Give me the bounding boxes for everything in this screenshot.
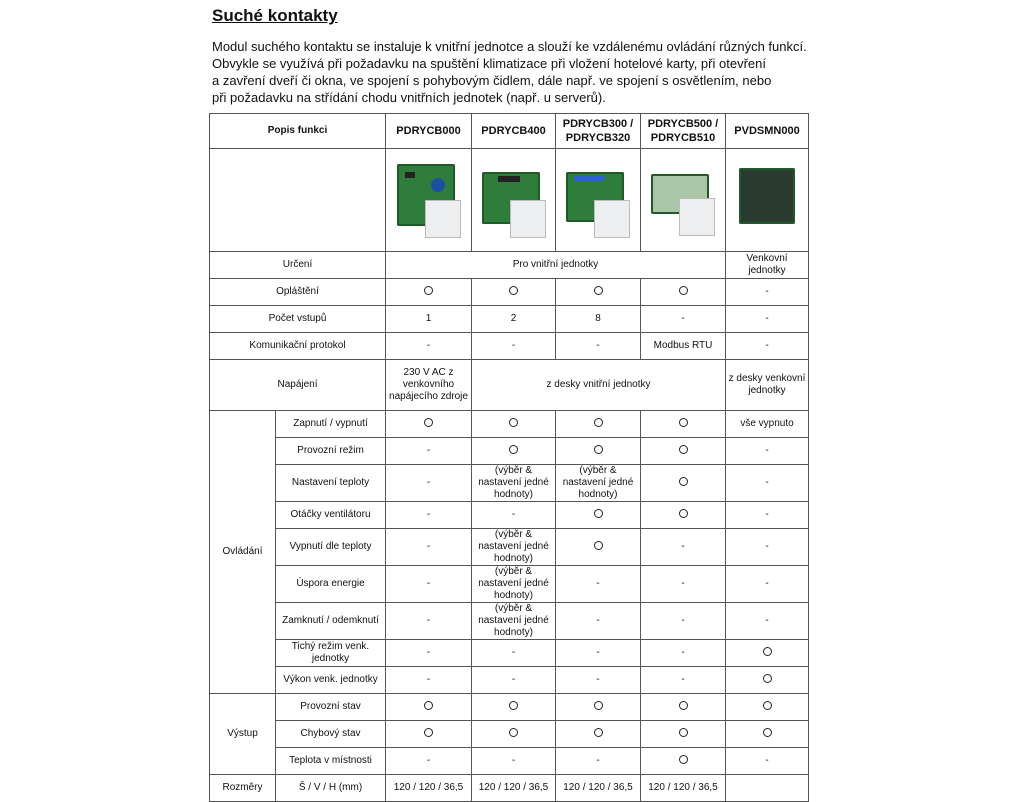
cell: - [472,502,556,529]
table-row [210,333,809,360]
circle-mark-icon [763,728,772,737]
cell: - [386,640,472,667]
cell: - [726,438,809,465]
cell: Pro vnitřní jednotky [386,252,726,279]
circle-mark-icon [424,701,433,710]
table-row [210,360,809,411]
circle-mark-icon [679,728,688,737]
cell [726,640,809,667]
cell: - [472,667,556,694]
cell: - [641,306,726,333]
cell: (výběr & nastavení jedné hodnoty) [472,566,556,603]
row-label: Určení [210,252,386,279]
circle-mark-icon [679,477,688,486]
row-label: Zamknutí / odemknutí [276,603,386,640]
cell: (výběr & nastavení jedné hodnoty) [472,529,556,566]
circle-mark-icon [594,728,603,737]
cell: - [641,529,726,566]
table-row [210,411,809,438]
circle-mark-icon [763,701,772,710]
cell [556,279,641,306]
comparison-table [209,113,809,802]
row-label: Teplota v místnosti [276,748,386,775]
model-header: PDRYCB500 / PDRYCB510 [641,114,726,149]
cell: (výběr & nastavení jedné hodnoty) [556,465,641,502]
row-label: Nastavení teploty [276,465,386,502]
cell [641,748,726,775]
cell: - [556,333,641,360]
circle-mark-icon [679,701,688,710]
cell [726,721,809,748]
row-label: Provozní režim [276,438,386,465]
intro-paragraph [212,38,807,106]
cell: (výběr & nastavení jedné hodnoty) [472,603,556,640]
product-image [647,160,719,240]
row-label: Š / V / H (mm) [276,775,386,802]
table-row [210,252,809,279]
cell: - [726,566,809,603]
circle-mark-icon [424,418,433,427]
cell [556,529,641,566]
cell: Modbus RTU [641,333,726,360]
cell: - [386,465,472,502]
cell: - [386,529,472,566]
cell [472,694,556,721]
cell [641,502,726,529]
cell: 120 / 120 / 36,5 [641,775,726,802]
cell [726,775,809,802]
cell [641,694,726,721]
table-row [210,667,809,694]
page-title: Suché kontakty [212,6,338,25]
table-row [210,566,809,603]
cell [556,694,641,721]
table-row [210,748,809,775]
cell: - [556,748,641,775]
cell [386,411,472,438]
table-row [210,775,809,802]
group-label: Ovládání [210,411,276,694]
cell [556,411,641,438]
cell [726,667,809,694]
table-row [210,529,809,566]
cell: - [386,603,472,640]
cell: - [726,465,809,502]
cell: - [386,333,472,360]
cell [386,279,472,306]
model-header: PVDSMN000 [726,114,809,149]
circle-mark-icon [424,728,433,737]
cell: - [726,502,809,529]
cell: 2 [472,306,556,333]
cell: - [386,566,472,603]
cell [472,411,556,438]
group-label: Výstup [210,694,276,775]
circle-mark-icon [509,728,518,737]
circle-mark-icon [594,541,603,550]
row-label: Vypnutí dle teploty [276,529,386,566]
row-label: Provozní stav [276,694,386,721]
cell: - [556,603,641,640]
cell [556,438,641,465]
cell: - [726,603,809,640]
table-row [210,438,809,465]
intro-line: a zavření dveří či okna, ve spojení s pohybovým čidlem, dále např. ve spojení s osvětlením, nebo [212,73,772,88]
model-header: PDRYCB400 [472,114,556,149]
intro-line: při požadavku na střídání chodu vnitřních jednotek (např. u serverů). [212,90,606,105]
image-row [210,149,809,252]
cell: 8 [556,306,641,333]
circle-mark-icon [509,701,518,710]
cell [726,694,809,721]
cell: - [726,333,809,360]
row-label: Chybový stav [276,721,386,748]
cell: - [556,667,641,694]
table-row [210,306,809,333]
cell: z desky venkovní jednotky [726,360,809,411]
cell [472,721,556,748]
cell: 120 / 120 / 36,5 [556,775,641,802]
circle-mark-icon [594,509,603,518]
circle-mark-icon [509,418,518,427]
cell: - [472,640,556,667]
circle-mark-icon [679,286,688,295]
product-image [478,160,550,240]
intro-line: Modul suchého kontaktu se instaluje k vnitřní jednotce a slouží ke vzdálenému ovládání různých funkcí. [212,39,807,54]
header-row [210,114,809,149]
cell: - [556,640,641,667]
cell: 120 / 120 / 36,5 [472,775,556,802]
circle-mark-icon [679,445,688,454]
circle-mark-icon [679,418,688,427]
model-header: PDRYCB000 [386,114,472,149]
cell [641,279,726,306]
cell: - [726,306,809,333]
table-row [210,465,809,502]
row-label: Komunikační protokol [210,333,386,360]
cell: (výběr & nastavení jedné hodnoty) [472,465,556,502]
table-row [210,721,809,748]
table-row [210,694,809,721]
cell: - [386,667,472,694]
cell: Venkovní jednotky [726,252,809,279]
circle-mark-icon [424,286,433,295]
header-label: Popis funkci [210,114,386,149]
row-label: Opláštění [210,279,386,306]
cell [472,279,556,306]
cell: - [386,748,472,775]
cell: - [641,566,726,603]
circle-mark-icon [679,509,688,518]
product-image [562,160,634,240]
cell: - [386,502,472,529]
row-label: Úspora energie [276,566,386,603]
cell [641,721,726,748]
cell: 1 [386,306,472,333]
row-label: Tichý režim venk. jednotky [276,640,386,667]
cell: vše vypnuto [726,411,809,438]
table-row [210,279,809,306]
cell [386,694,472,721]
circle-mark-icon [679,755,688,764]
cell [386,721,472,748]
product-image [731,160,803,240]
cell: z desky vnitřní jednotky [472,360,726,411]
cell: 230 V AC z venkovního napájecího zdroje [386,360,472,411]
circle-mark-icon [594,445,603,454]
cell: - [472,748,556,775]
cell: - [472,333,556,360]
circle-mark-icon [509,286,518,295]
cell: - [726,529,809,566]
circle-mark-icon [763,647,772,656]
table-row [210,502,809,529]
cell [472,438,556,465]
circle-mark-icon [594,701,603,710]
row-label: Výkon venk. jednotky [276,667,386,694]
row-label: Otáčky ventilátoru [276,502,386,529]
cell: - [556,566,641,603]
cell [641,465,726,502]
cell: - [726,279,809,306]
table-row [210,603,809,640]
cell: - [641,667,726,694]
model-header: PDRYCB300 / PDRYCB320 [556,114,641,149]
cell [556,502,641,529]
intro-line: Obvykle se využívá při požadavku na spuštění klimatizace při vložení hotelové karty, při otevření [212,56,766,71]
circle-mark-icon [594,286,603,295]
cell [556,721,641,748]
circle-mark-icon [509,445,518,454]
circle-mark-icon [763,674,772,683]
cell: - [641,603,726,640]
product-image [393,160,465,240]
table-row [210,640,809,667]
row-label: Počet vstupů [210,306,386,333]
cell [641,411,726,438]
circle-mark-icon [594,418,603,427]
cell: - [641,640,726,667]
cell [641,438,726,465]
group-label: Rozměry [210,775,276,802]
row-label: Napájení [210,360,386,411]
row-label: Zapnutí / vypnutí [276,411,386,438]
cell: 120 / 120 / 36,5 [386,775,472,802]
cell: - [386,438,472,465]
cell: - [726,748,809,775]
